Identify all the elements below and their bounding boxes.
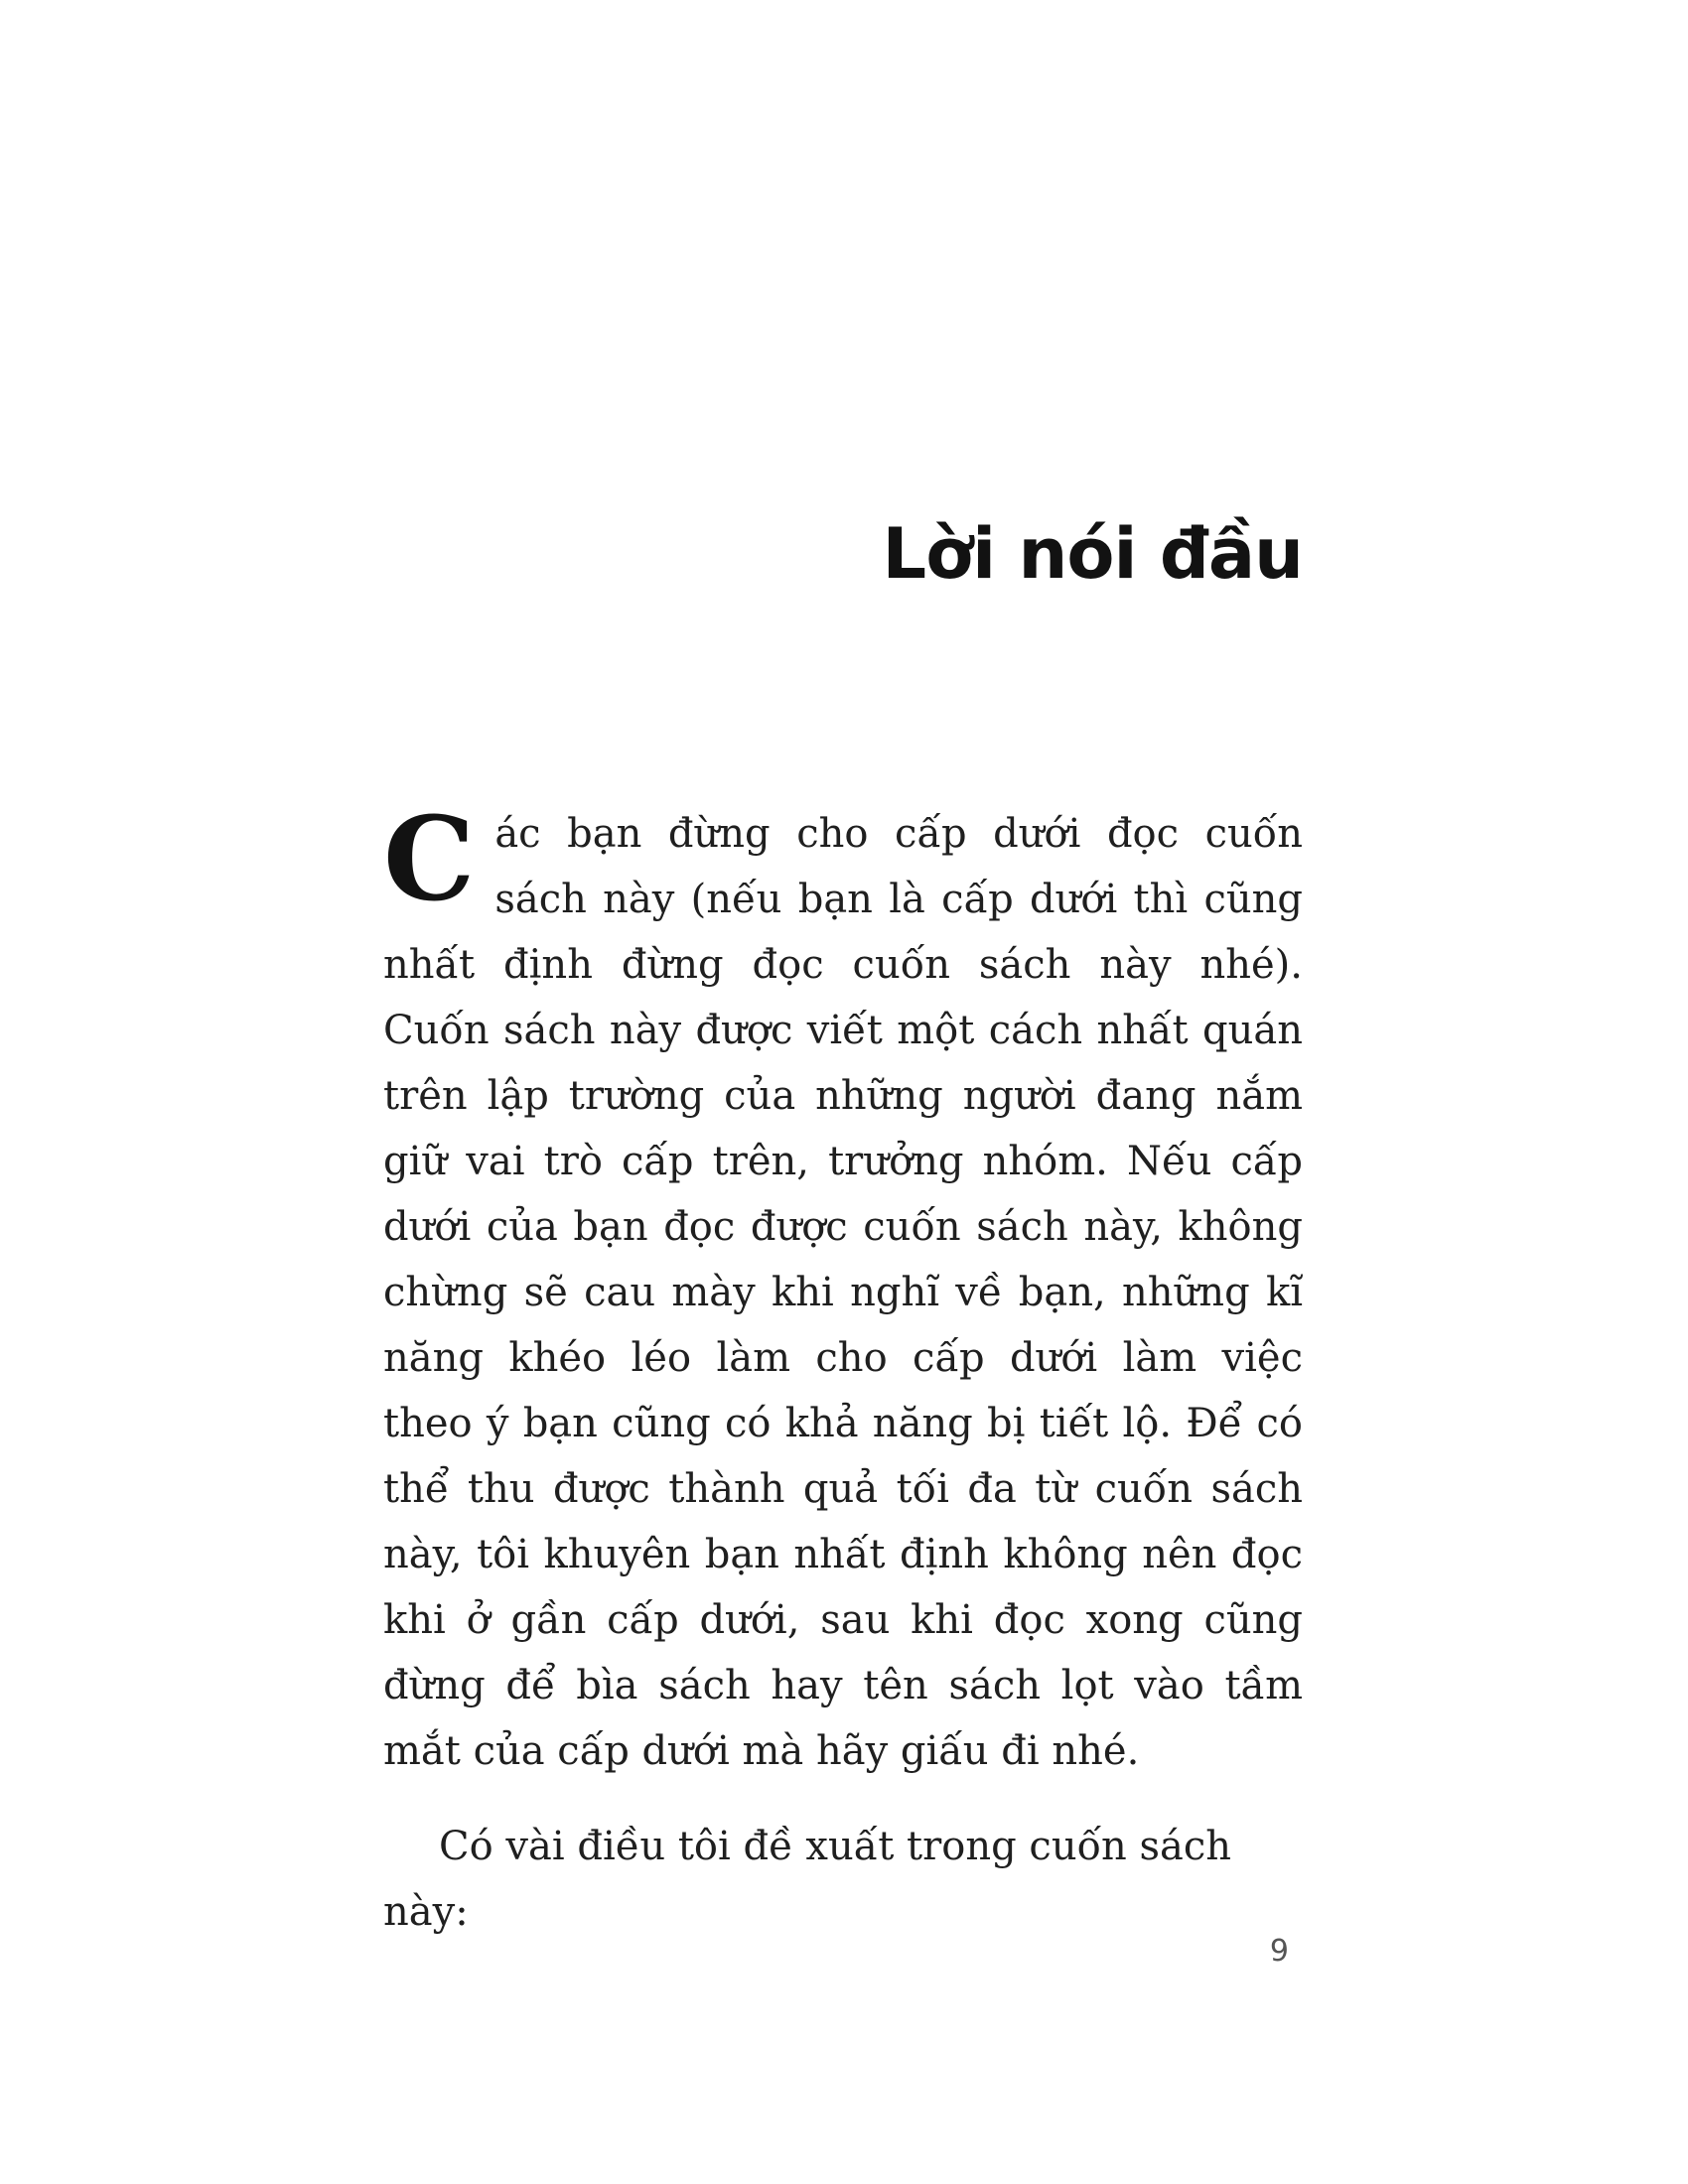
paragraph-intro	[383, 792, 1303, 1784]
chapter-title: Lời nói đầu	[882, 513, 1303, 595]
page-number: 9	[1269, 1934, 1289, 1969]
text-column	[383, 0, 1303, 1945]
paragraph-lead-in: Có vài điều tôi đề xuất trong cuốn sách này:	[383, 1824, 1232, 1935]
drop-cap: C	[383, 792, 476, 927]
paragraph-intro-text: ác bạn đừng cho cấp dưới đọc cuốn sách này (nếu bạn là cấp dưới thì cũng nhất định đừng đọc cuốn sách này nhé). Cuốn sách này được viết một cách nhất quán trên lập trường của những người đang nắm giữ vai trò cấp trên, trưởng nhóm. Nếu cấp dưới của bạn đọc được cuốn sách này, không chừng sẽ cau mày khi nghĩ về bạn, những kĩ năng khéo léo làm cho cấp dưới làm việc theo ý bạn cũng có khả năng bị tiết lộ. Để có thể thu được thành quả tối đa từ cuốn sách này, tôi khuyên bạn nhất định không nên đọc khi ở gần cấp dưới, sau khi đọc xong cũng đừng để bìa sách hay tên sách lọt vào tầm mắt của cấp dưới mà hãy giấu đi nhé.	[383, 811, 1303, 1774]
